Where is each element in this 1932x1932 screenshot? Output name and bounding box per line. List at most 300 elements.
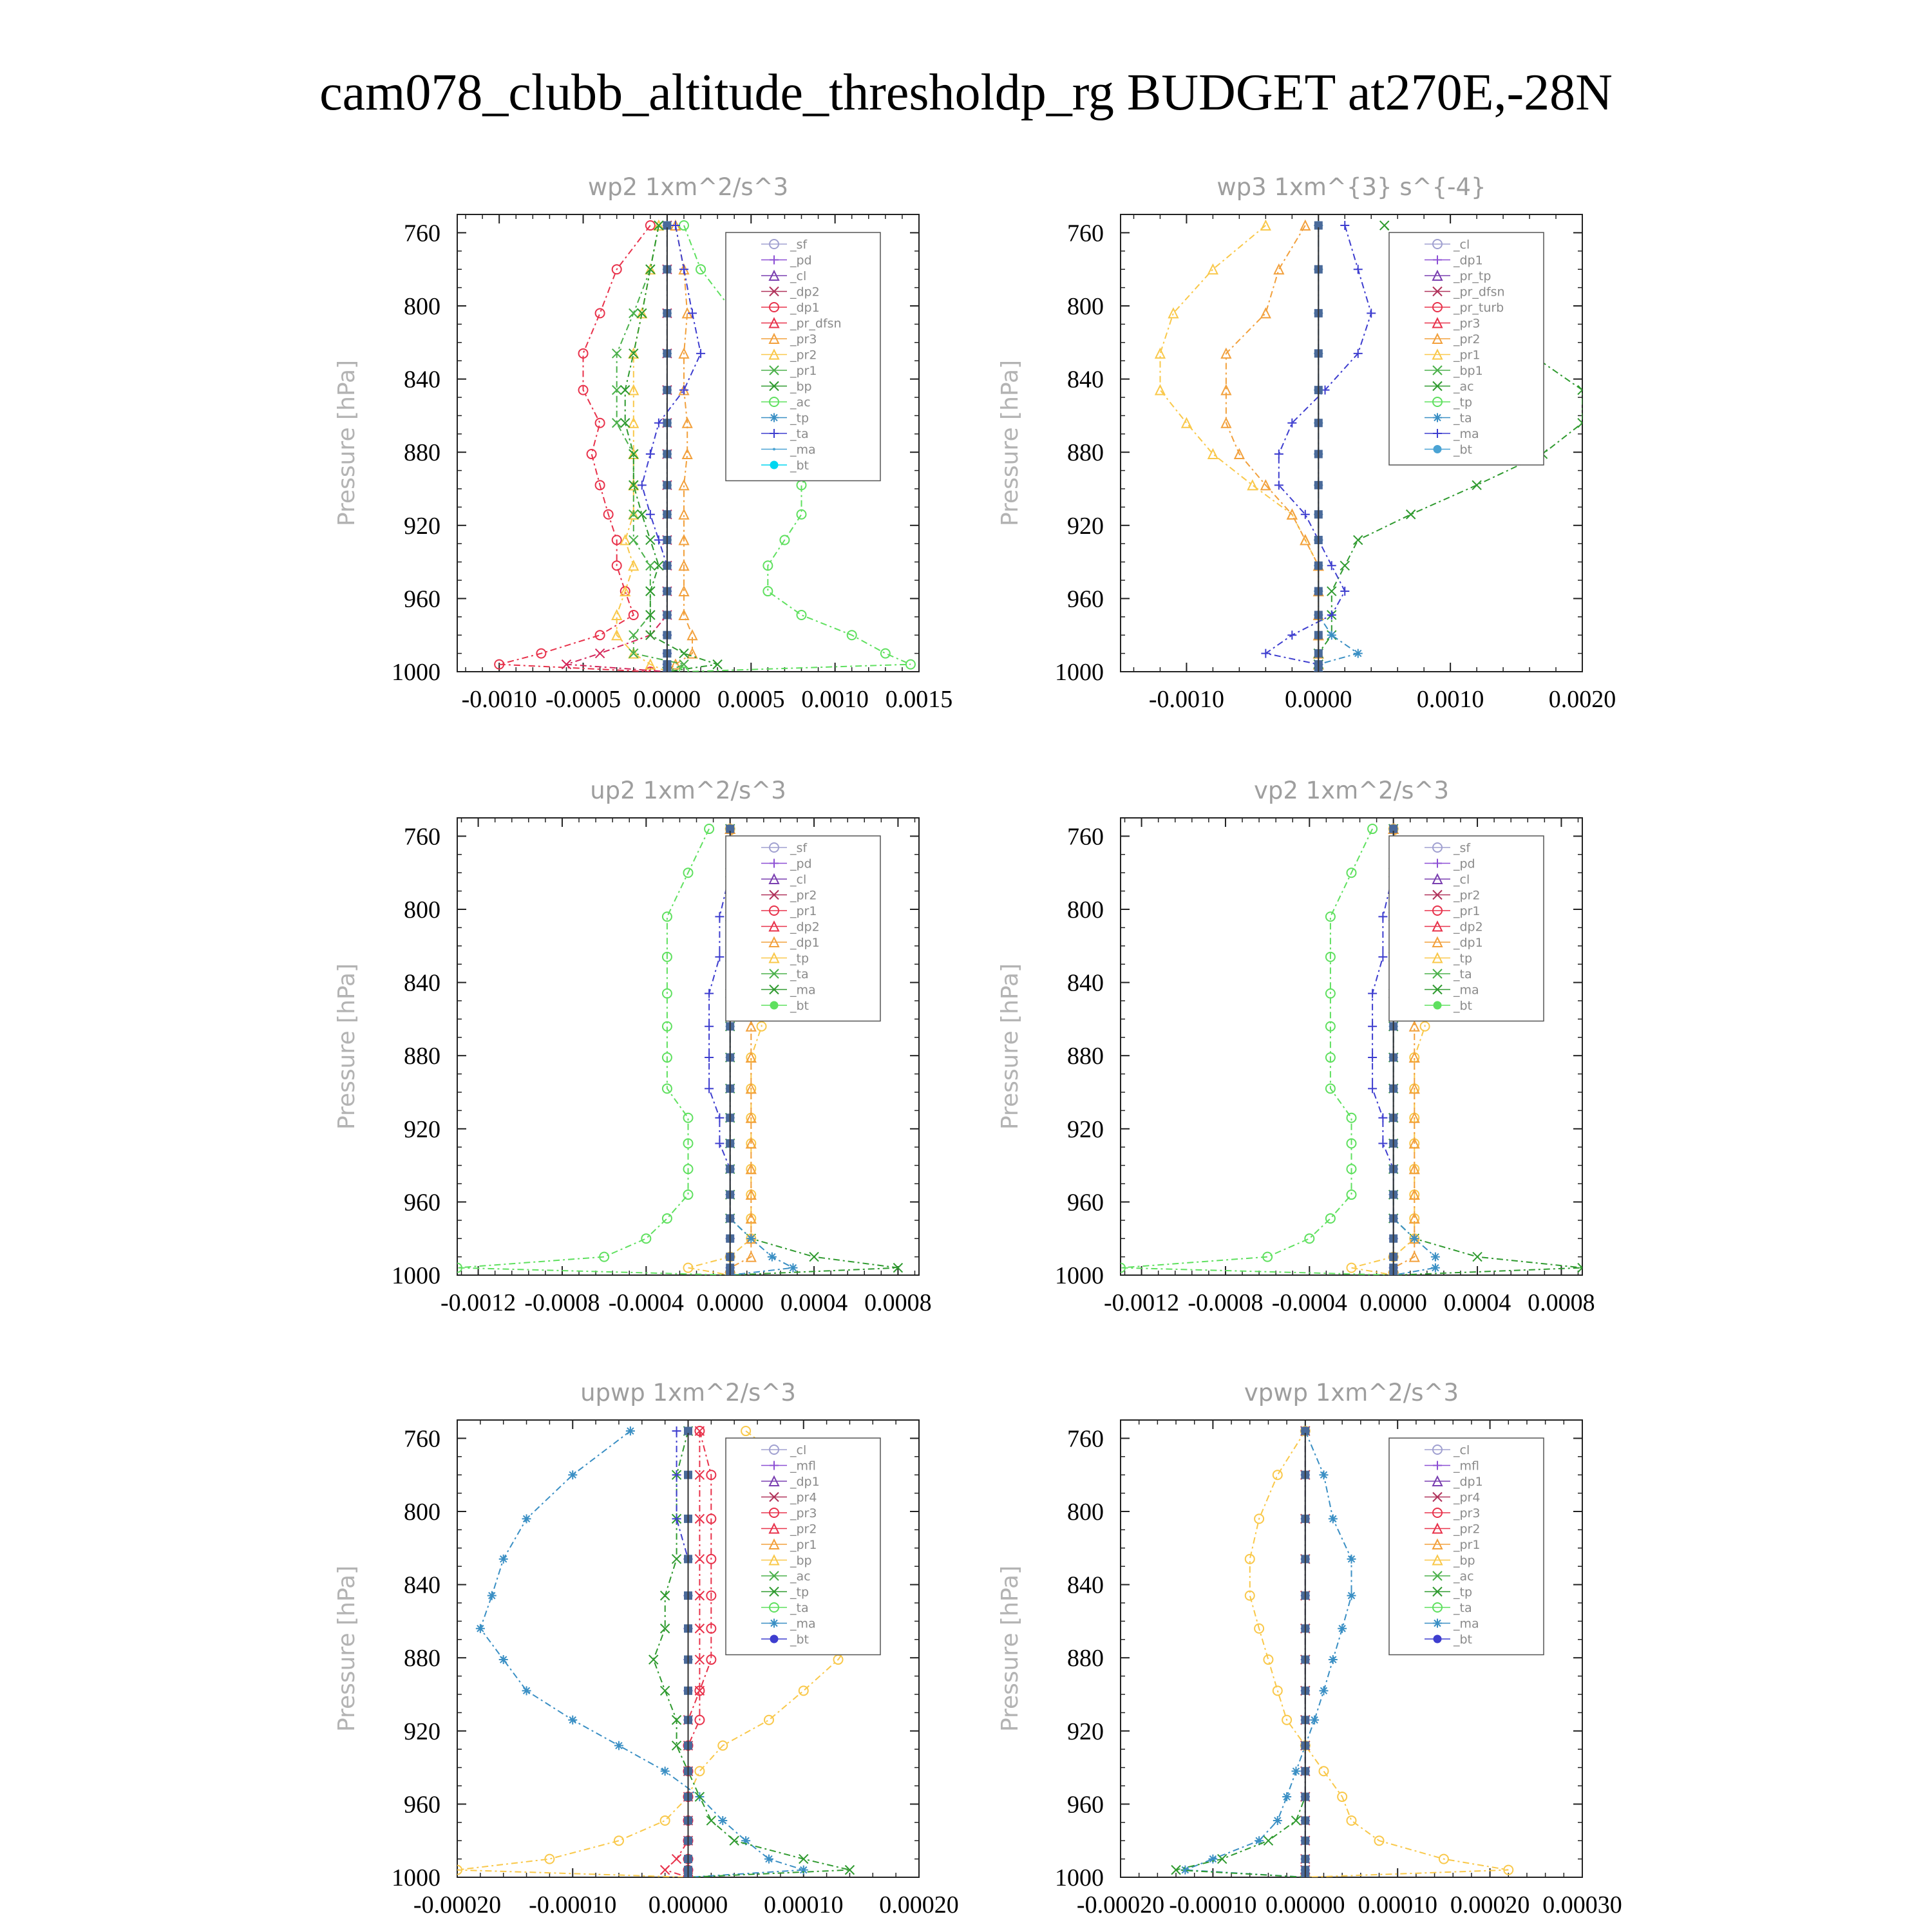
data-point: [672, 1555, 681, 1564]
y-tick-label: 960: [404, 585, 440, 613]
legend: [726, 836, 880, 1021]
x-tick-label: 0.0000: [1285, 686, 1352, 713]
legend: [726, 1438, 880, 1655]
data-point: [730, 1836, 739, 1845]
series-line: [457, 829, 730, 1275]
data-point: [587, 450, 596, 459]
data-point: [1273, 1816, 1282, 1825]
data-point: [1340, 587, 1349, 596]
panel-title: vpwp 1xm^2/s^3: [1244, 1379, 1459, 1406]
legend-label: _cl: [1454, 238, 1470, 252]
data-point: [649, 1655, 658, 1664]
y-tick-label: 960: [1067, 1791, 1104, 1819]
data-point: [488, 1591, 497, 1600]
data-point: [696, 349, 705, 358]
legend-label: _ta: [790, 967, 809, 981]
y-tick-label: 880: [1067, 1043, 1104, 1070]
legend-label: _ac: [1454, 1569, 1474, 1584]
legend-label: _bp: [790, 379, 812, 394]
y-tick-label: 760: [1067, 220, 1104, 247]
x-tick-label: 0.0004: [780, 1289, 848, 1316]
x-tick-label: 0.00020: [879, 1891, 959, 1918]
data-point: [684, 1190, 693, 1199]
legend-label: _pd: [790, 253, 812, 268]
series-line: [665, 1431, 700, 1877]
legend-label: _bp: [1454, 1553, 1475, 1568]
data-point: [1431, 1253, 1440, 1262]
data-point: [1431, 1264, 1440, 1273]
data-point: [661, 1766, 670, 1776]
legend-label: _dp1: [1454, 1475, 1483, 1489]
series-line: [1176, 1431, 1305, 1877]
data-point: [799, 1686, 808, 1695]
series-dp1: [453, 824, 735, 1280]
legend-label: _sf: [1454, 841, 1471, 855]
data-point: [522, 1514, 531, 1523]
data-point: [1274, 450, 1283, 459]
series-line: [1226, 225, 1318, 672]
legend-label: _ta: [1454, 967, 1472, 981]
legend-label: _dp2: [1454, 920, 1483, 934]
legend-label: _cl: [790, 269, 807, 283]
legend-label: _dp1: [790, 301, 820, 315]
x-tick-label: -0.0004: [1271, 1289, 1347, 1316]
data-point: [706, 1816, 715, 1825]
series-line: [625, 225, 717, 672]
legend-label: _ma: [1454, 1616, 1479, 1631]
series-line: [1121, 829, 1394, 1275]
data-point: [499, 1655, 508, 1664]
legend-label: _dp2: [790, 920, 820, 934]
data-point: [705, 1084, 714, 1093]
data-point: [1155, 386, 1164, 395]
data-point: [799, 1866, 808, 1875]
data-point: [715, 1113, 724, 1122]
legend-label: _pr4: [790, 1490, 817, 1505]
legend-label: _pr4: [1454, 1490, 1481, 1505]
legend-label: _pr1: [1454, 904, 1481, 918]
y-tick-label: 800: [1067, 293, 1104, 320]
data-point: [1182, 419, 1191, 428]
x-tick-label: -0.00020: [1076, 1891, 1165, 1918]
legend-label: _dp2: [790, 285, 820, 299]
data-point: [1347, 1113, 1356, 1122]
data-point: [614, 1836, 623, 1845]
legend-label: _pr1: [790, 904, 817, 918]
legend-label: _ta: [1454, 411, 1472, 426]
legend-label: _pr2: [1454, 888, 1481, 903]
y-tick-label: 760: [404, 220, 440, 247]
series-dp2: [562, 221, 671, 676]
series-bp: [1171, 1426, 1310, 1882]
legend-label: _pr3: [790, 332, 817, 346]
panel-title: up2 1xm^2/s^3: [590, 777, 786, 804]
legend-label: _ma: [1454, 983, 1479, 998]
data-point: [646, 510, 655, 519]
data-point: [1319, 1686, 1328, 1695]
y-tick-label: 960: [404, 1189, 440, 1217]
y-tick-label: 960: [1067, 585, 1104, 613]
data-point: [654, 561, 663, 570]
y-tick-label: 1000: [1055, 1262, 1104, 1289]
legend-label: _ta: [1454, 1601, 1472, 1615]
y-tick-label: 960: [1067, 1189, 1104, 1217]
y-tick-label: 920: [404, 512, 440, 540]
data-point: [1378, 952, 1387, 961]
y-tick-label: 840: [404, 969, 440, 997]
data-point: [638, 480, 647, 489]
data-point: [797, 611, 806, 620]
data-point: [1472, 480, 1481, 489]
data-point: [663, 1214, 672, 1223]
legend-marker: [1434, 1635, 1441, 1643]
y-tick-label: 920: [1067, 1115, 1104, 1143]
panel-4: [997, 777, 1595, 1316]
data-point: [1319, 1766, 1328, 1776]
y-tick-label: 920: [404, 1115, 440, 1143]
data-point: [1380, 221, 1389, 230]
data-point: [1291, 1816, 1300, 1825]
y-tick-label: 1000: [1055, 1864, 1104, 1891]
legend-label: _pr1: [1454, 348, 1481, 363]
data-point: [768, 1253, 777, 1262]
x-tick-label: 0.00000: [648, 1891, 728, 1918]
x-tick-label: 0.0010: [801, 686, 869, 713]
legend-marker: [770, 1635, 778, 1643]
legend-label: _dp1: [1454, 253, 1483, 268]
panel-1: [334, 173, 952, 713]
data-point: [764, 1855, 773, 1864]
data-point: [638, 510, 647, 519]
legend-label: _tp: [790, 1585, 810, 1600]
series-dp1: [1116, 824, 1398, 1280]
data-point: [1354, 536, 1363, 545]
data-point: [1248, 480, 1257, 489]
legend-label: _mfl: [790, 1459, 816, 1473]
data-point: [1282, 1792, 1291, 1801]
data-point: [1347, 1591, 1356, 1600]
x-tick-label: 0.0010: [1416, 686, 1484, 713]
series-dp1: [661, 1426, 705, 1882]
legend-marker: [1433, 413, 1442, 422]
legend-marker: [770, 413, 779, 422]
x-tick-label: -0.0012: [440, 1289, 516, 1316]
legend-label: _bp: [790, 1553, 812, 1568]
legend-label: _pr2: [1454, 332, 1481, 346]
series-line: [1318, 225, 1358, 672]
data-point: [626, 1426, 635, 1435]
legend-label: _ac: [790, 395, 811, 410]
y-tick-label: 760: [1067, 1425, 1104, 1453]
legend-label: _bt: [1454, 1633, 1473, 1647]
data-point: [705, 1053, 714, 1062]
x-tick-label: 0.0000: [633, 686, 701, 713]
x-tick-label: 0.00010: [764, 1891, 844, 1918]
series-line: [677, 1431, 688, 1877]
data-point: [614, 1741, 623, 1750]
data-point: [596, 649, 605, 658]
legend-label: _bp1: [1454, 364, 1483, 378]
data-point: [1326, 1214, 1335, 1223]
legend-label: _ma: [790, 983, 816, 998]
data-point: [1291, 1766, 1300, 1776]
data-point: [612, 419, 621, 428]
data-point: [705, 1022, 714, 1031]
data-point: [1354, 649, 1363, 658]
data-point: [881, 649, 890, 658]
data-point: [661, 1816, 670, 1825]
data-point: [1329, 1514, 1338, 1523]
legend-label: _ta: [790, 427, 809, 441]
legend-label: _dp1: [790, 1475, 820, 1489]
data-point: [476, 1624, 485, 1633]
legend-label: _pr1: [790, 364, 817, 378]
figure-title: cam078_clubb_altitude_thresholdp_rg BUDGET at270E,-28N: [319, 64, 1613, 121]
data-point: [1305, 1234, 1314, 1243]
series-ta: [638, 221, 705, 676]
y-tick-label: 840: [1067, 366, 1104, 393]
y-tick-label: 920: [1067, 1718, 1104, 1745]
legend-label: _pr3: [1454, 1506, 1481, 1520]
data-point: [715, 912, 724, 921]
legend-marker: [1433, 1619, 1442, 1628]
series-dp1: [495, 221, 655, 676]
y-tick-label: 800: [1067, 896, 1104, 923]
y-tick-label: 1000: [392, 1864, 440, 1891]
data-point: [596, 419, 605, 428]
legend-label: _pr_dfsn: [790, 316, 842, 331]
data-point: [661, 1686, 670, 1695]
series-bp: [621, 221, 722, 676]
panel-title: wp2 1xm^2/s^3: [587, 173, 789, 201]
legend-label: _bt: [790, 1633, 810, 1647]
legend-label: _pr3: [1454, 316, 1481, 331]
legend-marker: [770, 1619, 779, 1628]
y-tick-label: 880: [1067, 1645, 1104, 1672]
data-point: [621, 386, 630, 395]
y-tick-label: 840: [1067, 969, 1104, 997]
y-tick-label: 840: [1067, 1571, 1104, 1599]
data-point: [568, 1716, 577, 1725]
legend-label: _ac: [1454, 379, 1474, 394]
legend-label: _pr_dfsn: [1454, 285, 1505, 299]
data-point: [1338, 1624, 1347, 1633]
legend-label: _pr_turb: [1454, 301, 1504, 315]
data-point: [672, 1426, 681, 1435]
legend-label: _bt: [790, 999, 810, 1013]
x-tick-label: -0.0005: [545, 686, 621, 713]
data-point: [1326, 912, 1335, 921]
y-tick-label: 1000: [392, 659, 440, 686]
x-tick-label: 0.00000: [1265, 1891, 1345, 1918]
y-tick-label: 760: [404, 823, 440, 851]
x-tick-label: -0.0008: [1188, 1289, 1264, 1316]
data-point: [1368, 989, 1377, 998]
legend-marker: [770, 461, 778, 469]
data-point: [1354, 265, 1363, 274]
y-tick-label: 880: [404, 439, 440, 467]
data-point: [1327, 561, 1336, 570]
legend-marker: [773, 448, 775, 451]
y-tick-label: 880: [404, 1645, 440, 1672]
x-tick-label: 0.0005: [717, 686, 785, 713]
data-point: [1378, 912, 1387, 921]
legend-label: _pr1: [790, 1538, 817, 1552]
data-point: [1368, 1084, 1377, 1093]
legend-label: _ma: [790, 442, 816, 457]
data-point: [1261, 308, 1270, 317]
data-point: [1473, 1253, 1482, 1262]
legend-label: _pr2: [1454, 1522, 1481, 1537]
y-axis-label: Pressure [hPa]: [997, 359, 1023, 527]
x-tick-label: 0.00020: [1450, 1891, 1530, 1918]
data-point: [1287, 630, 1296, 639]
legend-marker: [1434, 1001, 1441, 1009]
legend-label: _pr2: [790, 348, 817, 363]
data-point: [1347, 1190, 1356, 1199]
legend-label: _pr3: [790, 1506, 817, 1520]
panel-title: vp2 1xm^2/s^3: [1254, 777, 1449, 804]
legend-label: _tp: [1454, 1585, 1473, 1600]
data-point: [1208, 1855, 1217, 1864]
data-point: [718, 1816, 727, 1825]
data-point: [1310, 1716, 1319, 1725]
legend-label: _dp1: [1454, 936, 1483, 950]
data-point: [596, 630, 605, 639]
data-point: [1273, 1470, 1282, 1479]
data-point: [621, 536, 630, 545]
data-point: [629, 308, 638, 317]
y-tick-label: 800: [404, 293, 440, 320]
legend-label: _tp: [1454, 395, 1473, 410]
legend-label: _dp1: [790, 936, 820, 950]
x-tick-label: -0.00020: [413, 1891, 502, 1918]
series-ta: [672, 1426, 693, 1882]
legend-label: _bt: [790, 459, 810, 473]
data-point: [810, 1253, 819, 1262]
data-point: [1327, 587, 1336, 596]
legend-label: _sf: [790, 841, 808, 855]
data-point: [764, 1716, 773, 1725]
x-tick-label: -0.0008: [524, 1289, 600, 1316]
data-point: [646, 536, 655, 545]
data-point: [1368, 1053, 1377, 1062]
y-axis-label: Pressure [hPa]: [334, 963, 360, 1130]
data-point: [1274, 265, 1283, 274]
series-line: [667, 225, 692, 672]
data-point: [663, 912, 672, 921]
y-tick-label: 760: [404, 1425, 440, 1453]
data-point: [679, 649, 688, 658]
y-tick-label: 1000: [1055, 659, 1104, 686]
legend-label: _bt: [1454, 999, 1473, 1013]
legend-label: _pr2: [790, 888, 817, 903]
data-point: [1261, 649, 1270, 658]
y-axis-label: Pressure [hPa]: [997, 1565, 1023, 1732]
x-tick-label: -0.00010: [1169, 1891, 1257, 1918]
legend-label: _cl: [790, 873, 807, 887]
data-point: [679, 510, 688, 519]
y-axis-label: Pressure [hPa]: [997, 963, 1023, 1130]
legend-label: _pd: [1454, 857, 1475, 871]
x-tick-label: 0.0000: [1359, 1289, 1427, 1316]
legend: [1389, 836, 1544, 1021]
y-tick-label: 880: [404, 1043, 440, 1070]
data-point: [1261, 221, 1270, 230]
data-point: [1347, 1816, 1356, 1825]
data-point: [1406, 510, 1416, 519]
data-point: [1340, 221, 1349, 230]
y-tick-label: 800: [404, 1499, 440, 1526]
legend-label: _ta: [790, 1601, 809, 1615]
data-point: [788, 1264, 797, 1273]
y-axis-label: Pressure [hPa]: [334, 1565, 360, 1732]
panels: [334, 173, 1622, 1918]
x-tick-label: 0.0020: [1548, 686, 1616, 713]
panel-3: [334, 777, 932, 1316]
y-axis-label: Pressure [hPa]: [334, 359, 360, 527]
x-tick-label: -0.00010: [529, 1891, 617, 1918]
data-point: [1329, 1655, 1338, 1664]
data-point: [641, 1234, 650, 1243]
legend-label: _bt: [1454, 442, 1473, 457]
data-point: [746, 1234, 755, 1243]
y-tick-label: 920: [404, 1718, 440, 1745]
legend-label: _pd: [790, 857, 812, 871]
legend-label: _tp: [1454, 951, 1473, 966]
series-tp: [1314, 221, 1362, 676]
legend: [1389, 232, 1544, 465]
data-point: [1264, 1655, 1273, 1664]
legend-label: _ma: [790, 1616, 816, 1631]
y-tick-label: 840: [404, 366, 440, 393]
x-tick-label: -0.0012: [1104, 1289, 1180, 1316]
data-point: [646, 450, 655, 459]
x-tick-label: 0.0000: [696, 1289, 764, 1316]
panel-2: [997, 173, 1616, 713]
legend-label: _pr_tp: [1454, 269, 1492, 283]
data-point: [1264, 1836, 1273, 1845]
panel-5: [334, 1379, 959, 1918]
data-point: [1347, 1555, 1356, 1564]
y-tick-label: 960: [404, 1791, 440, 1819]
legend-label: _sf: [790, 238, 808, 252]
panel-title: upwp 1xm^2/s^3: [580, 1379, 796, 1406]
data-point: [629, 536, 638, 545]
data-point: [1368, 1022, 1377, 1031]
y-tick-label: 920: [1067, 512, 1104, 540]
data-point: [596, 308, 605, 317]
legend-label: _pr1: [1454, 1538, 1481, 1552]
data-point: [1340, 561, 1349, 570]
y-tick-label: 1000: [392, 1262, 440, 1289]
data-point: [522, 1686, 531, 1695]
data-point: [799, 1855, 808, 1864]
x-tick-label: 0.0008: [864, 1289, 932, 1316]
legend-label: _cl: [1454, 1443, 1470, 1457]
y-tick-label: 880: [1067, 439, 1104, 467]
data-point: [672, 1855, 681, 1864]
legend-label: _cl: [790, 1443, 807, 1457]
legend: [726, 232, 880, 481]
y-tick-label: 800: [1067, 1499, 1104, 1526]
series-tp: [1180, 1426, 1356, 1882]
data-point: [1378, 1113, 1387, 1122]
series-pr2: [612, 221, 672, 676]
legend-label: _tp: [790, 951, 810, 966]
legend-label: _tp: [790, 411, 810, 426]
data-point: [715, 952, 724, 961]
